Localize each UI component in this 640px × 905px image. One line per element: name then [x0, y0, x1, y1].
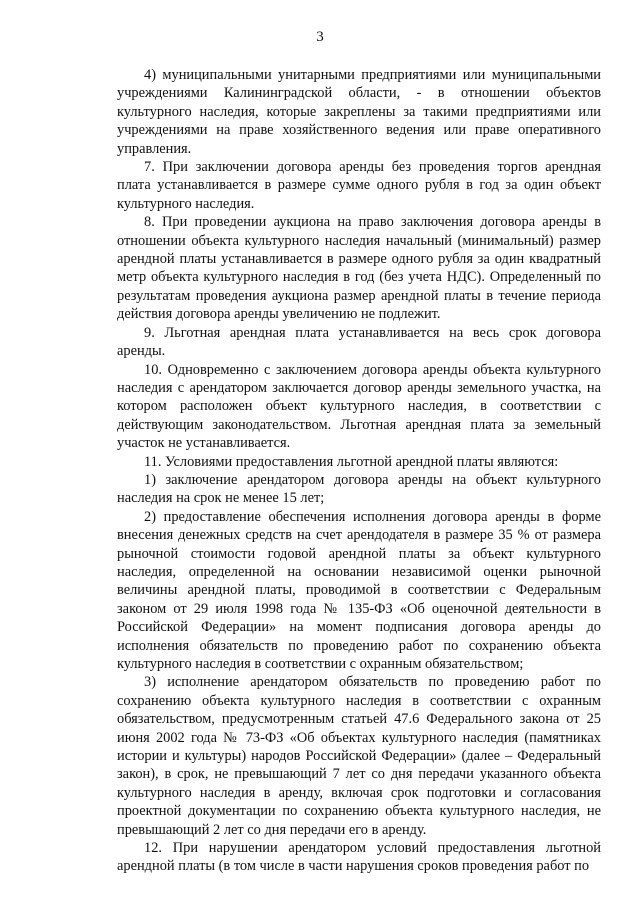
paragraph-11-item-1: 1) заключение арендатором договора аренды на объект культурного наследия на срок не менее 15 лет; [117, 471, 601, 507]
paragraph-7: 7. При заключении договора аренды без проведения торгов арендная плата устанавливается в размере сумме одного рубля в год за один объект культурного наследия. [117, 159, 601, 212]
paragraph-12: 12. При нарушении арендатором условий предоставления льготной арендной платы (в том числе в части нарушения сроков проведения работ по [117, 840, 601, 875]
paragraph-10: 10. Одновременно с заключением договора аренды объекта культурного наследия с арендатором заключается договор аренды земельного участка, на котором расположен объект культурного наследия, в соответствии с действующим законодательством. Льготная арендная плата за земельный участок не устанавливается. [117, 361, 601, 452]
paragraph-11-item-3: 3) исполнение арендатором обязательств по проведению работ по сохранению объекта культурного наследия в соответствии с охранным обязательством, предусмотренным статьей 47.6 Федерального закона от 25 июня 2002 года № 73-ФЗ «Об объектах культурного наследия (памятниках истории и культуры) народов Российской Федерации» (далее – Федеральный закон), в срок, не превышающий 7 лет со дня передачи указанного объекта культурного наследия в аренду, включая срок подготовки и согласования проектной документации по сохранению объекта культурного наследия, не превышающий 2 лет со дня передачи его в аренду. [117, 674, 601, 838]
paragraph-item-4-municipal: 4) муниципальными унитарными предприятиями или муниципальными учреждениями Калининградской области, - в отношении объектов культурного наследия, которые закреплены за такими предприятиями или учреждениями на праве хозяйственного ведения или праве оперативного управления. [117, 67, 601, 157]
paragraph-8: 8. При проведении аукциона на право заключения договора аренды в отношении объекта культурного наследия начальный (минимальный) размер арендной платы устанавливается в размере одного рубля за один квадратный метр объекта культурного наследия в год (без учета НДС). Определенный по результатам проведения аукциона размер арендной платы в течение периода действия договора аренды увеличению не подлежит. [117, 214, 601, 323]
paragraph-9: 9. Льготная арендная плата устанавливается на весь срок договора аренды. [117, 324, 601, 360]
paragraph-11: 11. Условиями предоставления льготной арендной платы являются: [144, 453, 559, 470]
paragraph-11-item-2: 2) предоставление обеспечения исполнения договора аренды в форме внесения денежных средств на счет арендодателя в размере 35 % от размера рыночной стоимости годовой арендной платы за объект культурного наследия, определенной на основании независимой оценки рыночной величины арендной платы, проводимой в соответствии с Федеральным законом от 29 июля 1998 года № 135-ФЗ «Об оценочной деятельности в Российской Федерации» на момент подписания договора аренды до исполнения обязательств по проведению работ по сохранению объекта культурного наследия в соответствии с охранным обязательством; [117, 508, 601, 672]
page-number: 3 [316, 29, 324, 45]
document-body [117, 66, 601, 876]
